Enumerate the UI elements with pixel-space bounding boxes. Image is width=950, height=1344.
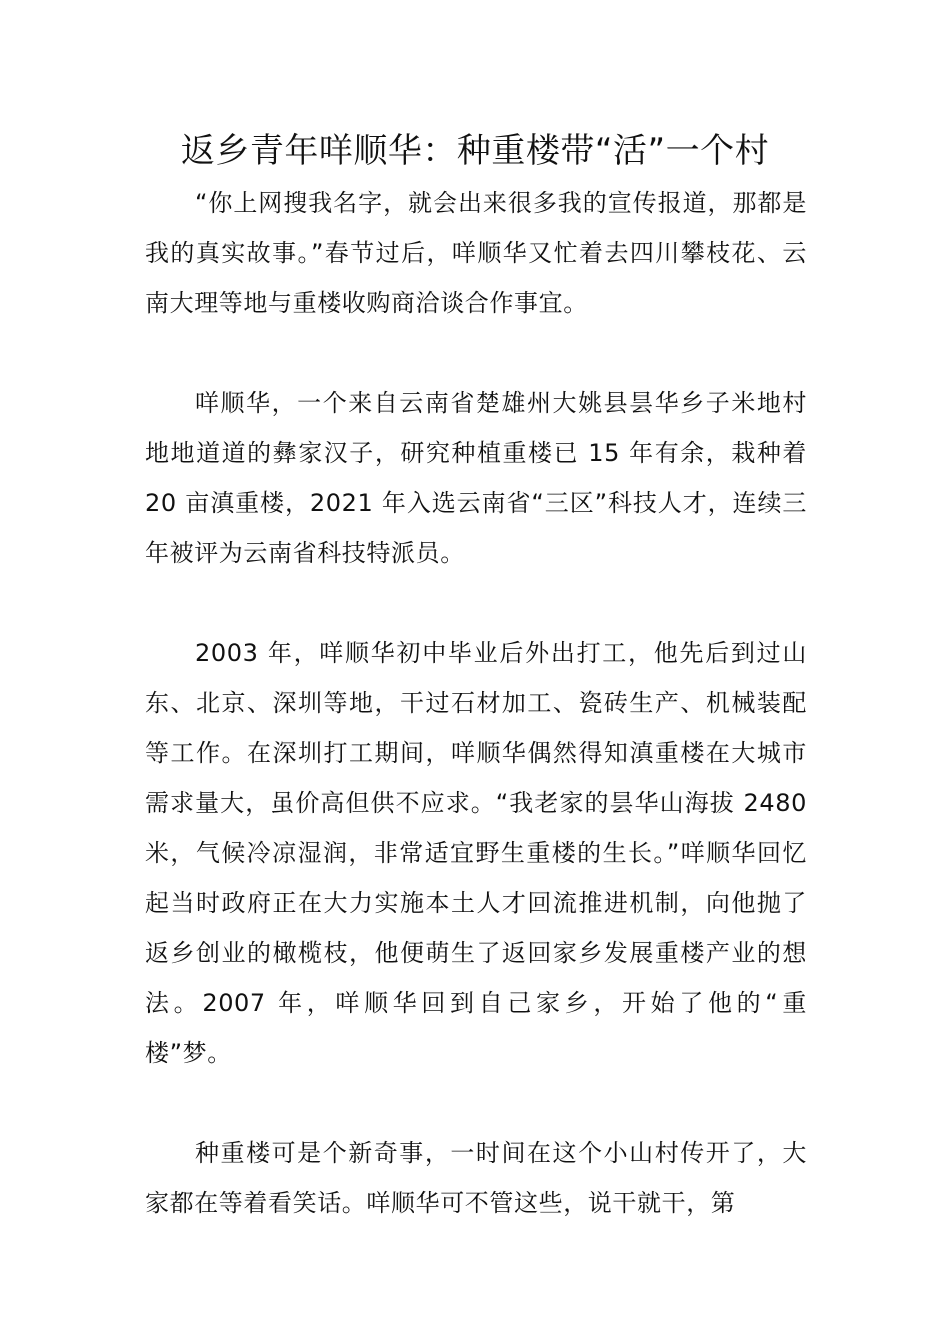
paragraph-3: 2003 年，咩顺华初中毕业后外出打工，他先后到过山东、北京、深圳等地，干过石材加工、瓷砖生产、机械装配等工作。在深圳打工期间，咩顺华偶然得知滇重楼在大城市需求量大，虽价高但供不应求。“我老家的昙华山海拔 2480 米，气候冷凉湿润，非常适宜野生重楼的生长。”咩顺华回忆起当时政府正在大力实施本土人才回流推进机制，向他抛了返乡创业的橄榄枝，他便萌生了返回家乡发展重楼产业的想法。2007 年，咩顺华回到自己家乡，开始了他的“重楼”梦。	[145, 639, 807, 1067]
paragraph-2: 咩顺华，一个来自云南省楚雄州大姚县昙华乡子米地村地地道道的彝家汉子，研究种植重楼已 15 年有余，栽种着 20 亩滇重楼，2021 年入选云南省“三区”科技人才，连续三年被评为云南省科技特派员。	[145, 389, 807, 567]
article-title: 返乡青年咩顺华：种重楼带“活”一个村	[180, 131, 770, 171]
paragraph-4: 种重楼可是个新奇事，一时间在这个小山村传开了，大家都在等着看笑话。咩顺华可不管这些，说干就干，第	[145, 1139, 807, 1217]
paragraph-1: “你上网搜我名字，就会出来很多我的宣传报道，那都是我的真实故事。”春节过后，咩顺华又忙着去四川攀枝花、云南大理等地与重楼收购商洽谈合作事宜。	[145, 189, 807, 317]
article-body	[145, 178, 807, 1278]
